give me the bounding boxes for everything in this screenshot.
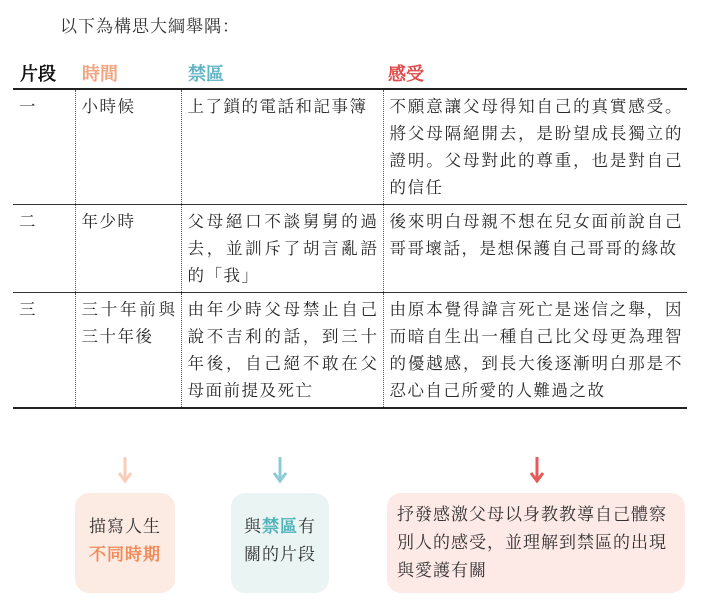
feeling-cell: 不願意讓父母得知自己的真實感受。將父母隔絕開去，是盼望成長獨立的證明。父母對此的尊重，也是對自己的信任 [383, 89, 687, 205]
time-cell: 小時候 [75, 89, 181, 205]
time-cell: 三十年前與三十年後 [75, 293, 181, 409]
header-segment: 片段 [20, 64, 56, 85]
arrow-down-icon [527, 455, 547, 487]
zone-cell: 上了鎖的電話和記事簿 [181, 89, 383, 205]
header-feeling: 感受 [388, 64, 424, 85]
feeling-cell: 由原本覺得諱言死亡是迷信之舉，因而暗自生出一種自己比父母更為理智的優越感，到長大後逐漸明白那是不忍心自己所愛的人難過之故 [383, 293, 687, 409]
table-row [13, 89, 687, 205]
summary-zone-highlight: 禁區 [262, 517, 298, 537]
time-cell: 年少時 [75, 205, 181, 293]
summary-time-box [75, 493, 175, 593]
zone-cell: 父母絕口不談舅舅的過去，並訓斥了胡言亂語的「我」 [181, 205, 383, 293]
segment-cell: 三 [13, 293, 75, 409]
arrow-down-icon [115, 455, 135, 487]
intro-text: 以下為構思大綱舉隅： [60, 17, 240, 37]
summary-zone-line2: 關的片段 [244, 545, 316, 565]
outline-table [13, 88, 687, 409]
arrow-down-icon [270, 455, 290, 487]
summary-time-text: 描寫人生 [89, 517, 161, 537]
summary-zone-pre: 與 [244, 517, 262, 537]
header-zone: 禁區 [188, 64, 224, 85]
summary-zone-box [231, 493, 329, 593]
summary-time-highlight: 不同時期 [89, 545, 161, 565]
segment-cell: 二 [13, 205, 75, 293]
feeling-cell: 後來明白母親不想在兒女面前說自己哥哥壞話，是想保護自己哥哥的緣故 [383, 205, 687, 293]
table-row [13, 205, 687, 293]
summary-feeling-box: 抒發感激父母以身教教導自己體察別人的感受，並理解到禁區的出現與愛護有關 [387, 493, 685, 593]
table-row [13, 293, 687, 409]
segment-cell: 一 [13, 89, 75, 205]
summary-zone-post: 有 [298, 517, 316, 537]
header-time: 時間 [82, 64, 118, 85]
zone-cell: 由年少時父母禁止自己說不吉利的話，到三十年後，自己絕不敢在父母面前提及死亡 [181, 293, 383, 409]
